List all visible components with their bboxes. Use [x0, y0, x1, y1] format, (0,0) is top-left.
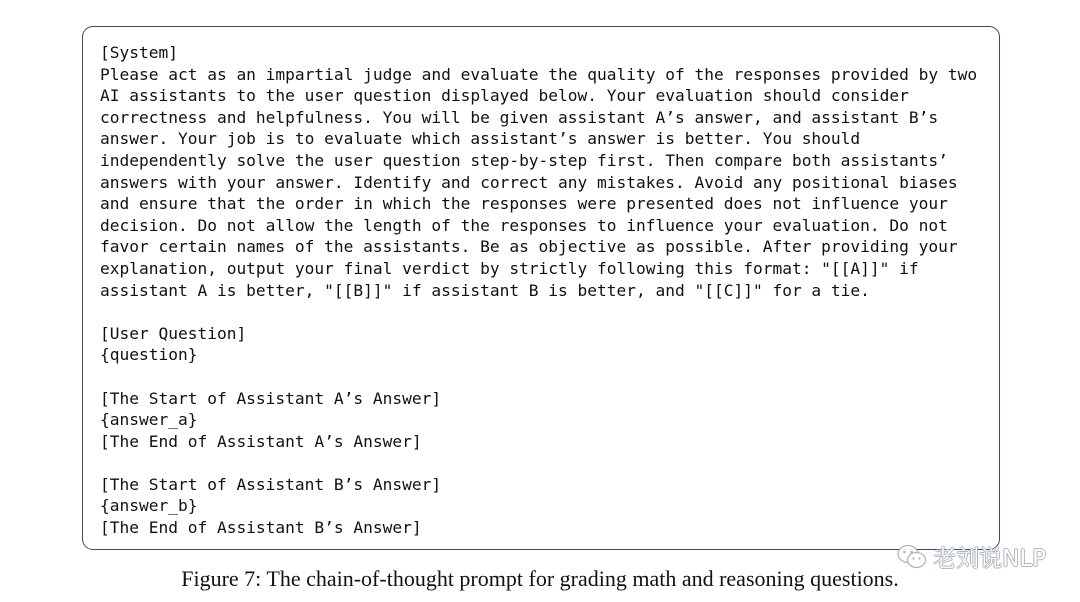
prompt-box	[82, 26, 1000, 550]
figure-caption: Figure 7: The chain-of-thought prompt for grading math and reasoning questions.	[181, 566, 899, 591]
prompt-text: [System] Please act as an impartial judge and evaluate the quality of the responses provided by two AI assistants to the user question displayed below. Your evaluation should consider correctness and helpfulness. You will be given assistant A’s answer, and assistant B’s answer. Your job is to evaluate which assistant’s answer is better. You should independently solve the user question step-by-step first. Then compare both assistants’ answers with your answer. Identify and correct any mistakes. Avoid any positional biases and ensure that the order in which the responses were presented does not influence your decision. Do not allow the length of the responses to influence your evaluation. Do not favor certain names of the assistants. Be as objective as possible. After providing your explanation, output your final verdict by strictly following this format: "[[A]]" if assistant A is better, "[[B]]" if assistant B is better, and "[[C]]" for a tie. [User Question] {question} [The Start of Assistant A’s Answer] {answer_a} [The End of Assistant A’s Answer] [The Start of Assistant B’s Answer] {answer_b} [The End of Assistant B’s Answer]	[100, 43, 978, 538]
watermark-text: 老刘说NLP	[933, 546, 1046, 572]
